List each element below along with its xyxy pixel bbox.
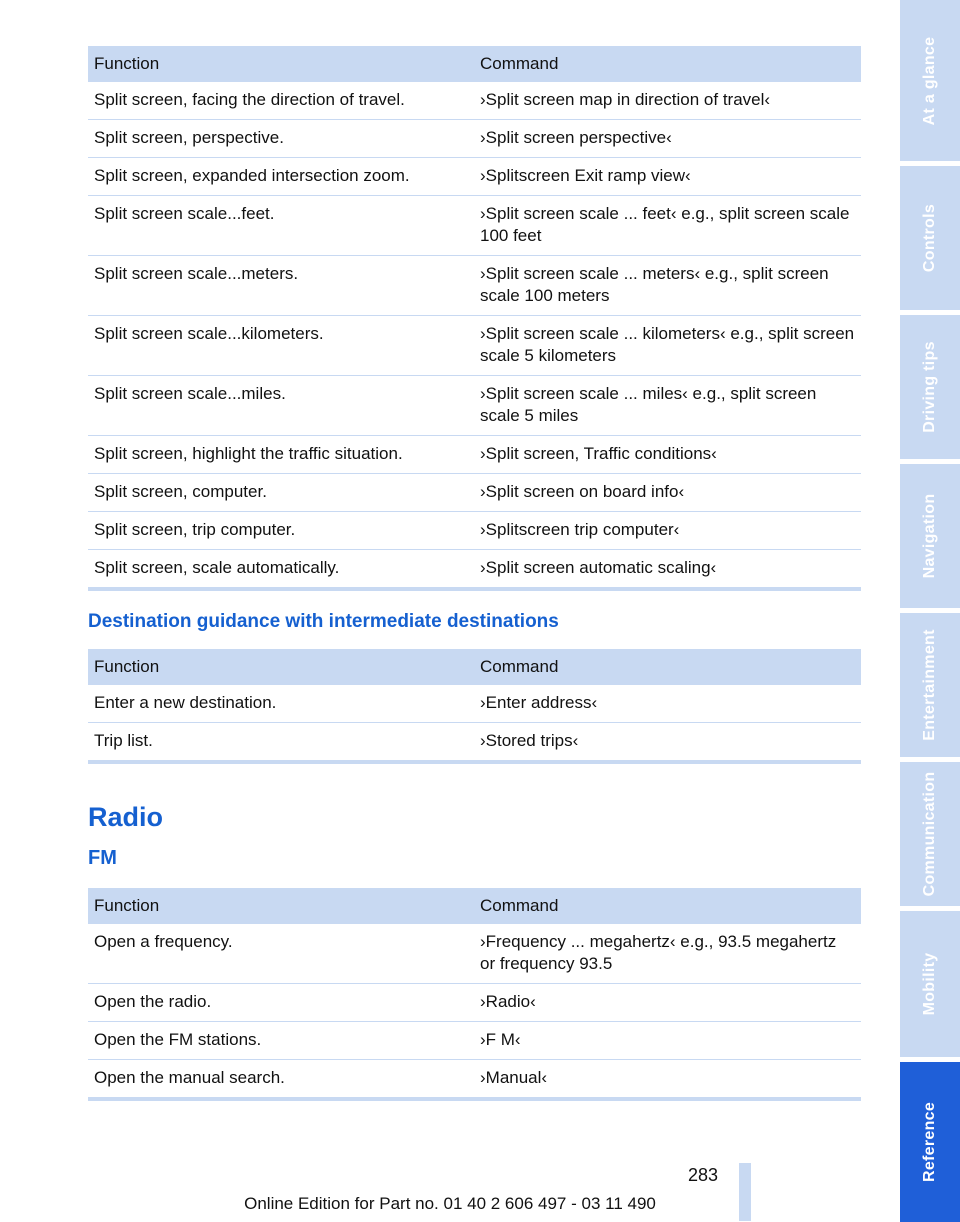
function-header: Function	[88, 649, 474, 685]
function-cell: Split screen, scale automatically.	[88, 550, 474, 590]
command-cell: ›Splitscreen Exit ramp view‹	[474, 158, 861, 196]
command-header: Command	[474, 46, 861, 82]
command-cell: ›Split screen scale ... kilometers‹ e.g., split screen scale 5 kilometers	[474, 316, 861, 376]
table-row	[88, 984, 861, 1022]
destination-table	[88, 649, 861, 764]
function-cell: Split screen, trip computer.	[88, 512, 474, 550]
table-row	[88, 512, 861, 550]
command-cell: ›Split screen on board info‹	[474, 474, 861, 512]
fm-subheading: FM	[88, 847, 117, 869]
function-cell: Split screen, expanded intersection zoom.	[88, 158, 474, 196]
tab-entertainment[interactable]: Entertainment	[900, 613, 960, 757]
table-row	[88, 1022, 861, 1060]
function-cell: Split screen scale...kilometers.	[88, 316, 474, 376]
tab-at-a-glance[interactable]: At a glance	[900, 0, 960, 161]
table-row	[88, 158, 861, 196]
command-cell: ›Split screen scale ... feet‹ e.g., split screen scale 100 feet	[474, 196, 861, 256]
chapter-tabs	[900, 0, 960, 1222]
function-header: Function	[88, 46, 474, 82]
table-row	[88, 1060, 861, 1100]
table-header-row	[88, 888, 861, 924]
tab-communication[interactable]: Communication	[900, 762, 960, 906]
table-row	[88, 924, 861, 984]
table-row	[88, 120, 861, 158]
destination-guidance-heading: Destination guidance with intermediate destinations	[88, 611, 559, 632]
table-row	[88, 723, 861, 763]
command-cell: ›Split screen, Traffic conditions‹	[474, 436, 861, 474]
table-row	[88, 685, 861, 723]
function-cell: Open the radio.	[88, 984, 474, 1022]
split-screen-table	[88, 46, 861, 591]
table-row	[88, 376, 861, 436]
command-cell: ›Splitscreen trip computer‹	[474, 512, 861, 550]
tab-controls[interactable]: Controls	[900, 166, 960, 310]
command-cell: ›Split screen perspective‹	[474, 120, 861, 158]
command-cell: ›F M‹	[474, 1022, 861, 1060]
function-cell: Enter a new destination.	[88, 685, 474, 723]
command-cell: ›Radio‹	[474, 984, 861, 1022]
table-row	[88, 474, 861, 512]
tab-reference[interactable]: Reference	[900, 1062, 960, 1222]
function-cell: Open the FM stations.	[88, 1022, 474, 1060]
table-row	[88, 316, 861, 376]
command-cell: ›Split screen map in direction of travel‹	[474, 82, 861, 120]
table-row	[88, 436, 861, 474]
command-cell: ›Enter address‹	[474, 685, 861, 723]
radio-heading: Radio	[88, 802, 164, 832]
function-cell: Trip list.	[88, 723, 474, 763]
table-row	[88, 550, 861, 590]
function-header: Function	[88, 888, 474, 924]
tab-driving-tips[interactable]: Driving tips	[900, 315, 960, 459]
command-header: Command	[474, 888, 861, 924]
tab-mobility[interactable]: Mobility	[900, 911, 960, 1057]
command-cell: ›Split screen automatic scaling‹	[474, 550, 861, 590]
page-number: 283	[688, 1165, 719, 1185]
command-cell: ›Split screen scale ... miles‹ e.g., split screen scale 5 miles	[474, 376, 861, 436]
table-header-row	[88, 649, 861, 685]
function-cell: Split screen, computer.	[88, 474, 474, 512]
page-content	[88, 46, 861, 1101]
table-row	[88, 196, 861, 256]
table-row	[88, 256, 861, 316]
function-cell: Split screen scale...feet.	[88, 196, 474, 256]
function-cell: Split screen, perspective.	[88, 120, 474, 158]
tab-navigation[interactable]: Navigation	[900, 464, 960, 608]
command-header: Command	[474, 649, 861, 685]
fm-table	[88, 888, 861, 1101]
table-row	[88, 82, 861, 120]
command-cell: ›Manual‹	[474, 1060, 861, 1100]
function-cell: Open the manual search.	[88, 1060, 474, 1100]
function-cell: Split screen, highlight the traffic situation.	[88, 436, 474, 474]
function-cell: Open a frequency.	[88, 924, 474, 984]
command-cell: ›Frequency ... megahertz‹ e.g., 93.5 megahertz or frequency 93.5	[474, 924, 861, 984]
footer-text: Online Edition for Part no. 01 40 2 606 497 - 03 11 490	[244, 1194, 656, 1213]
function-cell: Split screen, facing the direction of travel.	[88, 82, 474, 120]
table-header-row	[88, 46, 861, 82]
function-cell: Split screen scale...meters.	[88, 256, 474, 316]
function-cell: Split screen scale...miles.	[88, 376, 474, 436]
command-cell: ›Split screen scale ... meters‹ e.g., split screen scale 100 meters	[474, 256, 861, 316]
command-cell: ›Stored trips‹	[474, 723, 861, 763]
